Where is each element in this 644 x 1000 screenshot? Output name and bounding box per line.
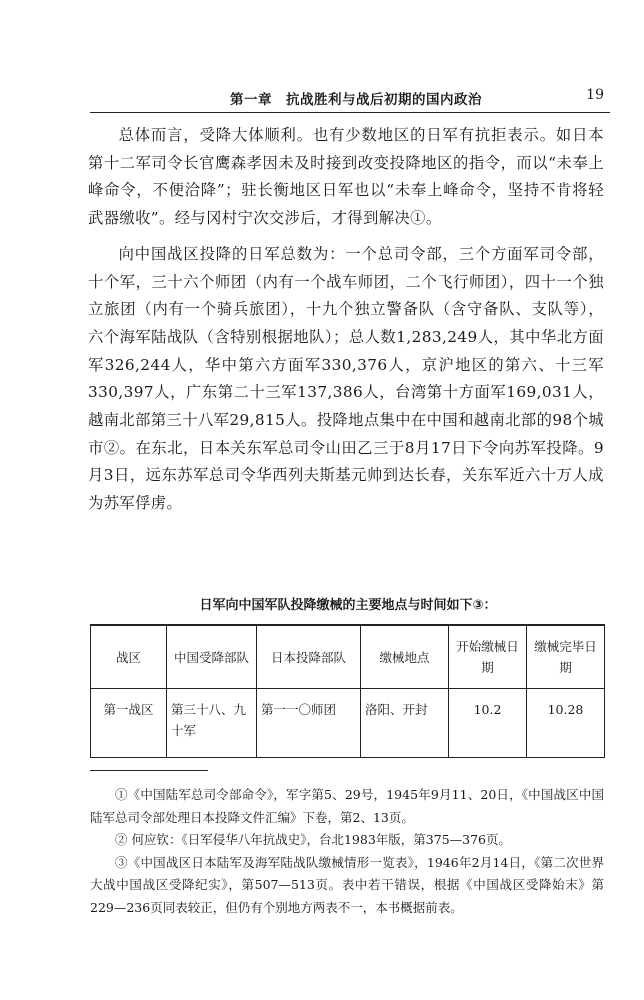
table-cell: 第三十八、九十军	[167, 689, 257, 758]
table-cell: 第一战区	[91, 689, 167, 758]
chapter-title: 第一章 抗战胜利与战后初期的国内政治	[230, 92, 482, 108]
header-cell-end-date: 缴械完毕日期	[527, 625, 605, 689]
table-caption: 日军向中国军队投降缴械的主要地点与时间如下③：	[199, 598, 497, 613]
table-header-row	[91, 625, 605, 689]
header-cell-japanese-unit: 日本投降部队	[257, 625, 361, 689]
footnote-3: ③《中国战区日本陆军及海军陆战队缴械情形一览表》，1946年2月14日，《第二次世界大战中国战区受降纪实》，第507—513页。表中若干错误，根据《中国战区受降始末》第229—236页同表较正，但仍有个别地方两表不一，本书概据前表。	[90, 854, 604, 915]
header-cell-start-date: 开始缴械日期	[449, 625, 527, 689]
header-cell-zone: 战区	[91, 625, 167, 689]
body-text	[88, 122, 604, 518]
table-cell: 10.2	[449, 689, 527, 758]
page-number: 19	[586, 87, 604, 103]
table-cell: 第一一〇师团	[257, 689, 361, 758]
running-header	[90, 88, 610, 113]
footnote-divider	[90, 770, 208, 771]
surrender-table	[90, 624, 605, 758]
footnote-2: ② 何应钦：《日军侵华八年抗战史》，台北1983年版，第375—376页。	[115, 832, 512, 847]
header-cell-location: 缴械地点	[361, 625, 449, 689]
table-row	[91, 689, 605, 758]
table-cell: 洛阳、开封	[361, 689, 449, 758]
header-cell-chinese-unit: 中国受降部队	[167, 625, 257, 689]
footnote-1: ①《中国陆军总司令部命令》，军字第5、29号，1945年9月11、20日，《中国战区中国陆军总司令部处理日本投降文件汇编》下卷，第2、13页。	[90, 787, 604, 825]
paragraph-1: 总体而言，受降大体顺利。也有少数地区的日军有抗拒表示。如日本第十二军司令长官鹰森孝因未及时接到改变投降地区的指令，而以“未奉上峰命令，不便洽降”；驻长衡地区日军也以“未奉上峰命令，坚持不肯将轻武器缴收”。经与冈村宁次交涉后，才得到解决①。	[88, 126, 604, 228]
footnotes	[90, 784, 604, 919]
table-cell: 10.28	[527, 689, 605, 758]
paragraph-2: 向中国战区投降的日军总数为：一个总司令部，三个方面军司令部，十个军，三十六个师团（内有一个战车师团，二个飞行师团），四十一个独立旅团（内有一个骑兵旅团），十九个独立警备队（含守备队、支队等），六个海军陆战队（含特别根据地队）；总人数1,283,249人，其中华北方面军326,244人，华中第六方面军330,376人，京沪地区的第六、十三军330,397人，广东第二十三军137,386人，台湾第十方面军169,031人，越南北部第三十八军29,815人。投降地点集中在中国和越南北部的98个城市②。在东北，日本关东军总司令山田乙三于8月17日下令向苏军投降。9月3日，远东苏军总司令华西列夫斯基元帅到达长春，关东军近六十万人成为苏军俘虏。	[88, 244, 604, 513]
